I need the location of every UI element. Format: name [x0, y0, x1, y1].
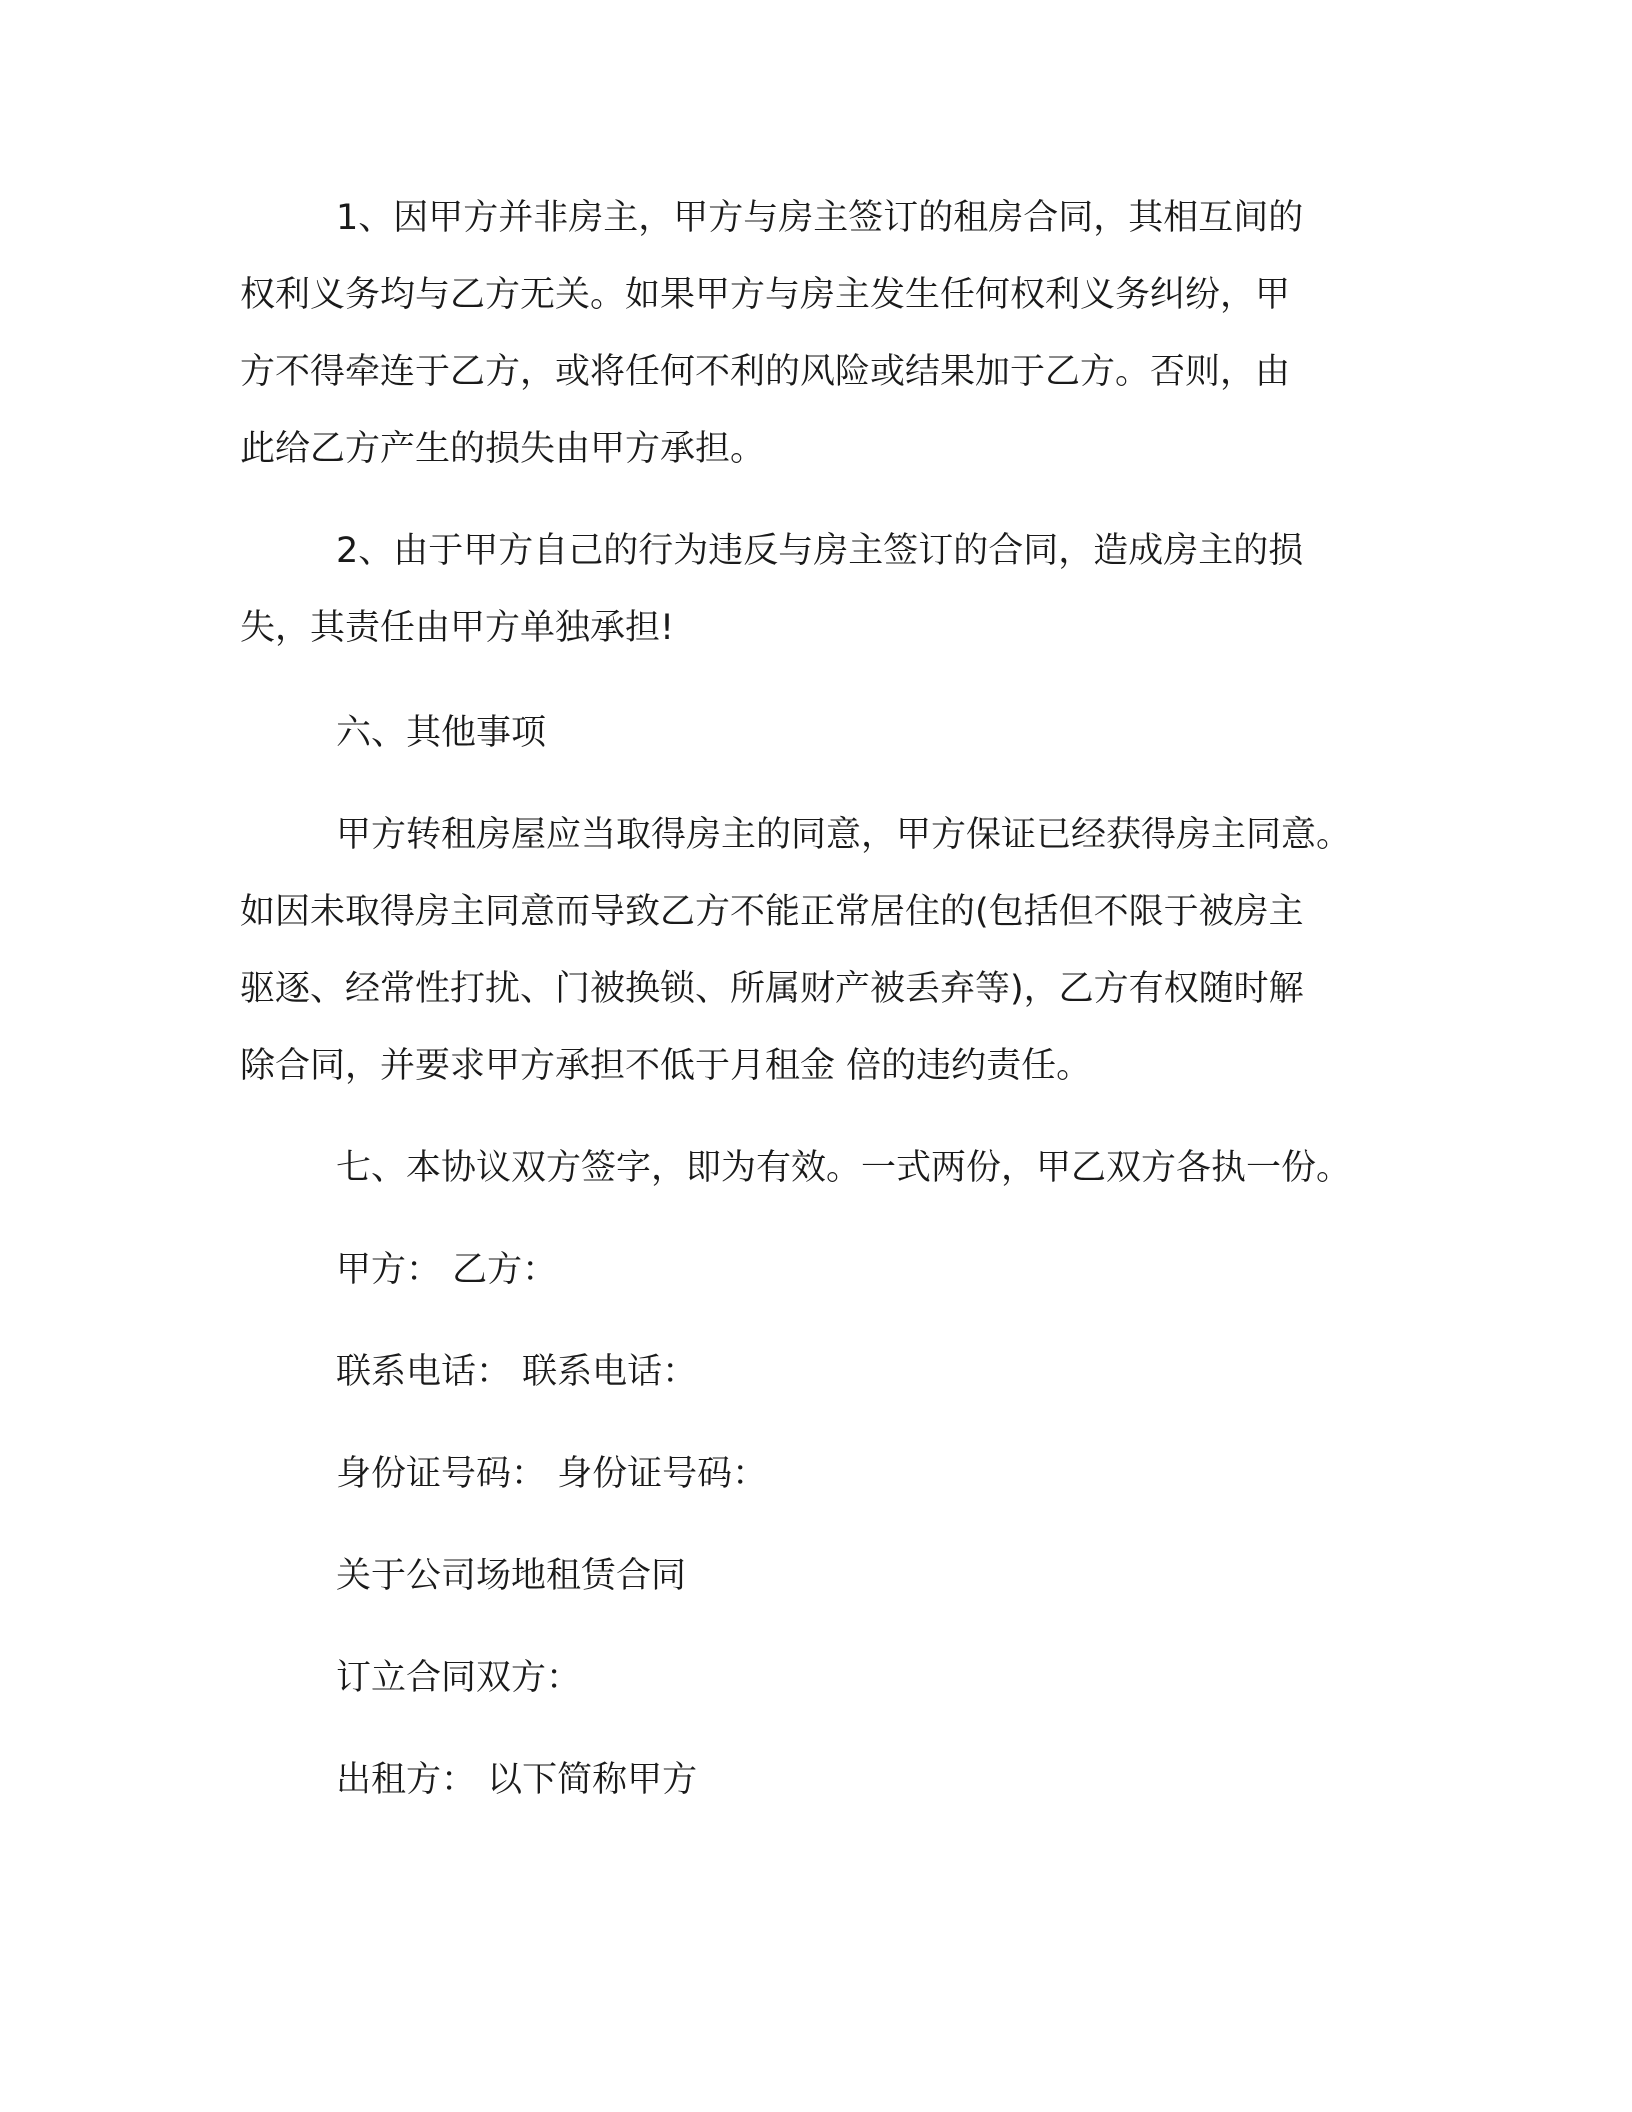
- lessor-line-text: 出租方： 以下简称甲方: [336, 1760, 698, 1800]
- id-line: [240, 1436, 1420, 1513]
- section-6-line: 除合同，并要求甲方承担不低于月租金 倍的违约责任。: [240, 1046, 1092, 1086]
- contract-title-text: 关于公司场地租赁合同: [336, 1556, 687, 1596]
- clause-1-line: 此给乙方产生的损失由甲方承担。: [240, 429, 766, 469]
- clause-1-line: 方不得牵连于乙方，或将任何不利的风险或结果加于乙方。否则，由: [240, 352, 1291, 392]
- section-6-line: 驱逐、经常性打扰、门被换锁、所属财产被丢弃等)，乙方有权随时解: [240, 969, 1304, 1009]
- signature-party-line: 甲方： 乙方：: [336, 1250, 558, 1290]
- clause-1-line: 1、因甲方并非房主，甲方与房主签订的租房合同，其相互间的: [336, 198, 1304, 238]
- section-heading: 六、其他事项: [336, 713, 547, 753]
- clause-1: [240, 180, 1420, 488]
- lessor-line: [240, 1742, 1420, 1819]
- clause-2: [240, 513, 1420, 667]
- parties-heading-text: 订立合同双方：: [336, 1658, 582, 1698]
- section-7: [240, 1130, 1420, 1207]
- clause-1-line: 权利义务均与乙方无关。如果甲方与房主发生任何权利义务纠纷，甲: [240, 275, 1291, 315]
- clause-2-line: 2、由于甲方自己的行为违反与房主签订的合同，造成房主的损: [336, 531, 1304, 571]
- signature-id-line: 身份证号码： 身份证号码：: [336, 1454, 768, 1494]
- signature-phone-line: 联系电话： 联系电话：: [336, 1352, 698, 1392]
- party-line: [240, 1232, 1420, 1309]
- parties-heading: [240, 1640, 1420, 1717]
- contract-title: [240, 1538, 1420, 1615]
- section-6-body: [240, 797, 1420, 1105]
- section-6-line: 如因未取得房主同意而导致乙方不能正常居住的(包括但不限于被房主: [240, 892, 1304, 932]
- section-7-line: 七、本协议双方签字，即为有效。一式两份，甲乙双方各执一份。: [336, 1148, 1352, 1188]
- clause-2-line: 失，其责任由甲方单独承担!: [240, 608, 675, 648]
- section-6-heading: [240, 695, 1420, 772]
- section-6-line: 甲方转租房屋应当取得房主的同意，甲方保证已经获得房主同意。: [336, 815, 1352, 855]
- phone-line: [240, 1334, 1420, 1411]
